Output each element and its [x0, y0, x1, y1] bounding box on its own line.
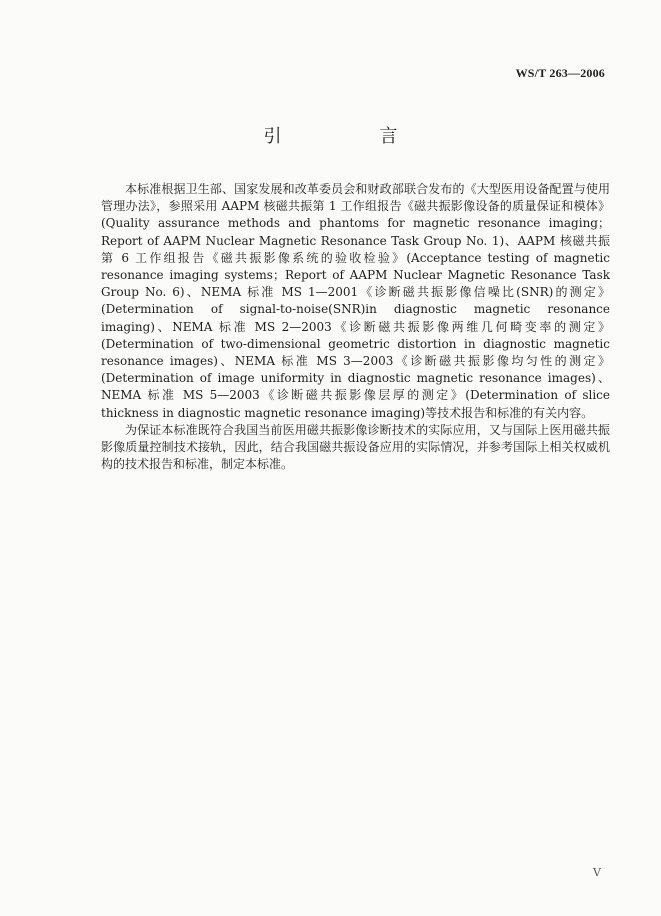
body-text [101, 181, 610, 473]
paragraph: 本标准根据卫生部、国家发展和改革委员会和财政部联合发布的《大型医用设备配置与使用管理办法》，参照采用 AAPM 核磁共振第 1 工作组报告《磁共振影像设备的质量保证和模体》(Quality assurance methods and phantoms for magnetic resonance imaging；Report of AAPM Nuclear Magnetic Resonance Task Group No. 1)、AAPM 核磁共振第 6 工作组报告《磁共振影像系统的验收检验》(Acceptance testing of magnetic resonance imaging systems；Report of AAPM Nuclear Magnetic Resonance Task Group No. 6)、NEMA 标准 MS 1—2001《诊断磁共振影像信噪比(SNR)的测定》(Determination of signal-to-noise(SNR)in diagnostic magnetic resonance imaging)、NEMA 标准 MS 2—2003《诊断磁共振影像两维几何畸变率的测定》(Determination of two-dimensional geometric distortion in diagnostic magnetic resonance images)、NEMA 标准 MS 3—2003《诊断磁共振影像均匀性的测定》(Determination of image uniformity in diagnostic magnetic resonance images)、NEMA 标准 MS 5—2003《诊断磁共振影像层厚的测定》(Determination of slice thickness in diagnostic magnetic resonance imaging)等技术报告和标准的有关内容。 [101, 182, 610, 420]
paragraph: 为保证本标准既符合我国当前医用磁共振影像诊断技术的实际应用，又与国际上医用磁共振影像质量控制技术接轨，因此，结合我国磁共振设备应用的实际情况，并参考国际上相关权威机构的技术报告和标准，制定本标准。 [101, 422, 610, 472]
standard-code: WS/T 263—2006 [515, 66, 605, 80]
page-title: 引 言 [263, 126, 438, 147]
page-number: V [593, 866, 601, 879]
